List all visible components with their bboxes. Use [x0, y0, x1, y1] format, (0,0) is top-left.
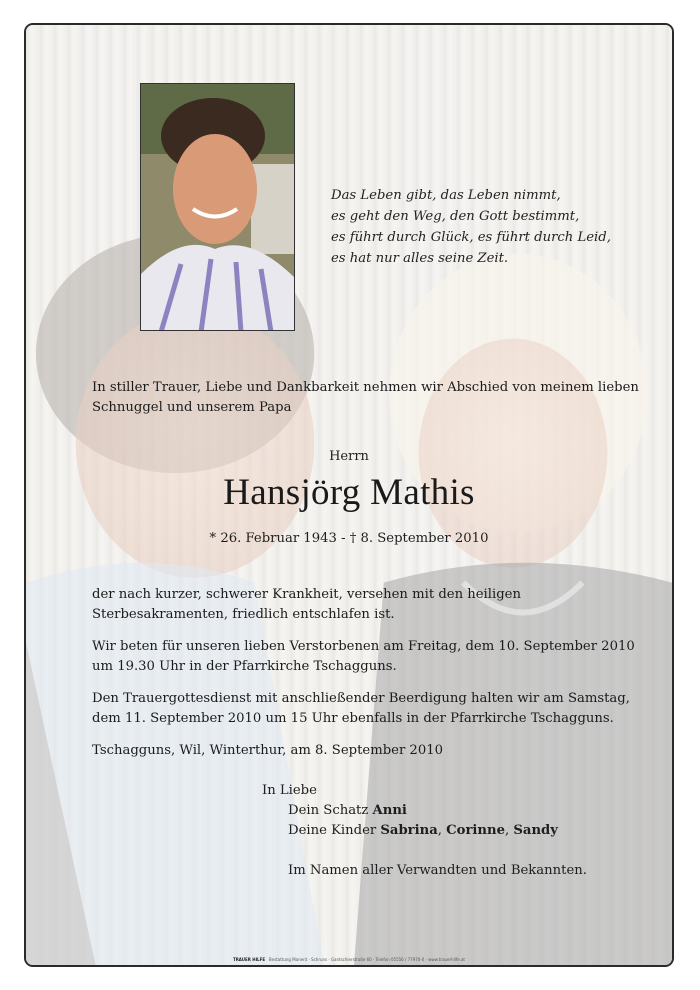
- paragraph-prayer: [92, 637, 635, 677]
- paragraph-line: Den Trauergottesdienst mit anschließender Beerdigung halten wir am Samstag,: [92, 691, 630, 706]
- signature-separator: ,: [505, 823, 514, 838]
- signature-separator: ,: [437, 823, 447, 838]
- signature-closing: Im Namen aller Verwandten und Bekannten.: [288, 863, 587, 878]
- paragraph-line: Sterbesakramenten, friedlich entschlafen ist.: [92, 607, 395, 622]
- paragraph-line: Wir beten für unseren lieben Verstorbenen am Freitag, dem 10. September 2010: [92, 639, 635, 654]
- footer-brand: TRAUER HILFE: [232, 957, 266, 962]
- poem-line: es führt durch Glück, es führt durch Leid,: [331, 230, 611, 245]
- salutation: Herrn: [329, 449, 369, 464]
- intro-text: [92, 378, 639, 418]
- signature-opening: In Liebe: [262, 783, 317, 798]
- paragraph-line: der nach kurzer, schwerer Krankheit, versehen mit den heiligen: [92, 587, 521, 602]
- signature-name: Corinne: [446, 823, 505, 838]
- portrait-photo: [140, 83, 295, 331]
- poem: [331, 185, 611, 269]
- poem-line: es hat nur alles seine Zeit.: [331, 251, 509, 266]
- footer: [26, 957, 672, 962]
- signature-block: [262, 781, 587, 881]
- paragraph-place-date: [92, 741, 443, 761]
- paragraph-line: Tschagguns, Wil, Winterthur, am 8. September 2010: [92, 743, 443, 758]
- life-dates: * 26. Februar 1943 - † 8. September 2010: [209, 531, 489, 546]
- paragraph-funeral: [92, 689, 630, 729]
- signature-prefix: Deine Kinder: [288, 823, 381, 838]
- poem-line: es geht den Weg, den Gott bestimmt,: [331, 209, 580, 224]
- paragraph-line: dem 11. September 2010 um 15 Uhr ebenfalls in der Pfarrkirche Tschagguns.: [92, 711, 614, 726]
- signature-prefix: Dein Schatz: [288, 803, 373, 818]
- footer-text: Bestattung Manent · Schruns · Gantschierstraße 60 · Telefon 05556 / 77970-0 · www.trauerhilfe.at: [268, 957, 466, 962]
- signature-name: Anni: [372, 803, 407, 818]
- paragraph-passing: [92, 585, 521, 625]
- deceased-name: Hansjörg Mathis: [223, 472, 475, 513]
- intro-line: In stiller Trauer, Liebe und Dankbarkeit nehmen wir Abschied von meinem lieben: [92, 380, 639, 395]
- signature-name: Sandy: [513, 823, 558, 838]
- paragraph-line: um 19.30 Uhr in der Pfarrkirche Tschagguns.: [92, 659, 397, 674]
- signature-partner: [262, 801, 587, 821]
- poem-line: Das Leben gibt, das Leben nimmt,: [331, 188, 561, 203]
- intro-line: Schnuggel und unserem Papa: [92, 400, 292, 415]
- obituary-card: [24, 23, 674, 967]
- signature-name: Sabrina: [380, 823, 438, 838]
- signature-children: [262, 821, 587, 841]
